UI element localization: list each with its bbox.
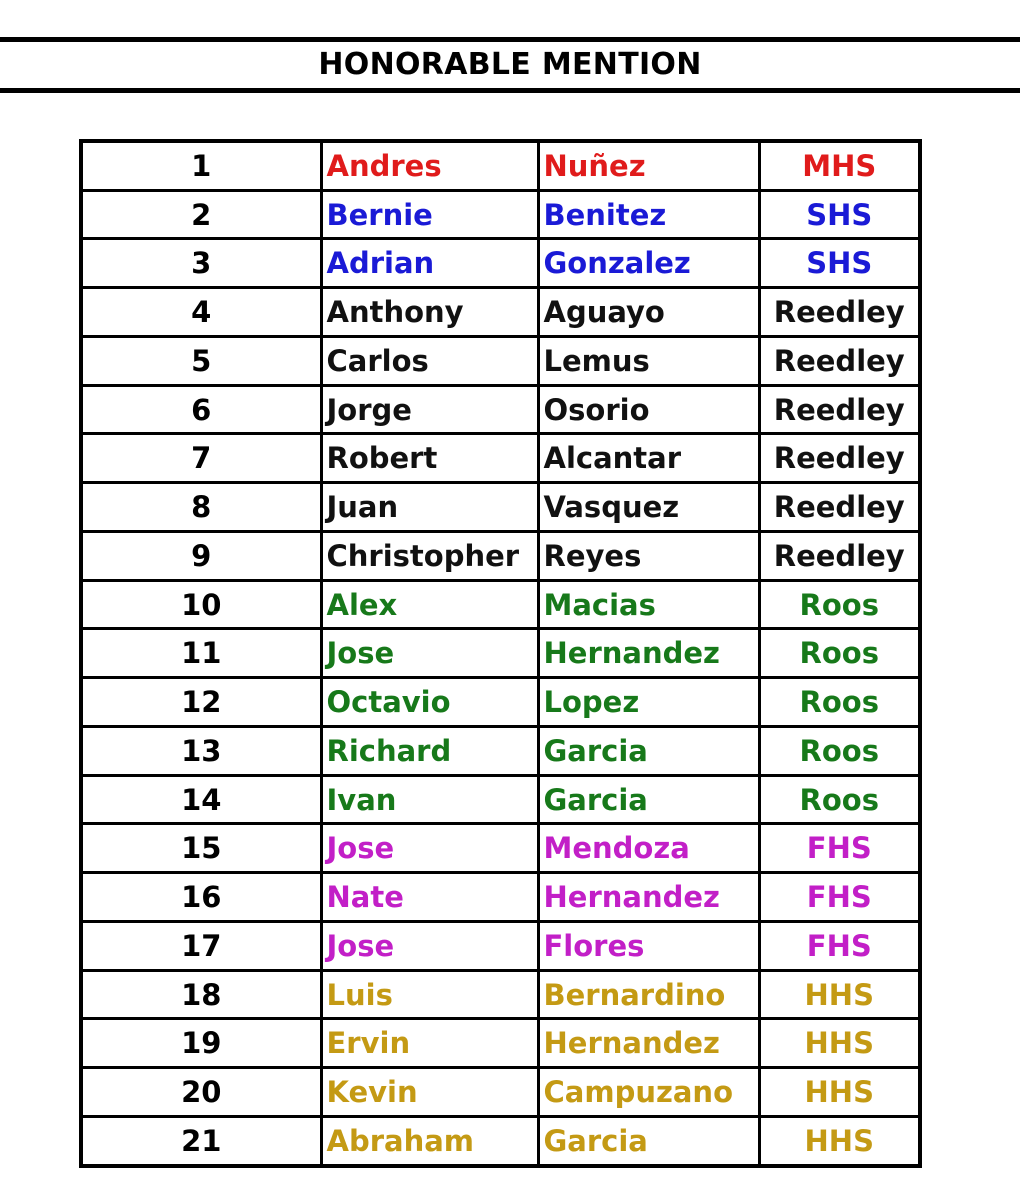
last-name-cell: Reyes <box>538 531 759 580</box>
first-name-cell: Anthony <box>321 288 538 337</box>
school-cell: Roos <box>759 726 918 775</box>
rank-cell: 10 <box>83 580 321 629</box>
table-row <box>83 385 918 434</box>
first-name-cell: Nate <box>321 873 538 922</box>
last-name-cell: Alcantar <box>538 434 759 483</box>
last-name-cell: Macias <box>538 580 759 629</box>
rank-cell: 14 <box>83 775 321 824</box>
rank-cell: 2 <box>83 190 321 239</box>
last-name-cell: Garcia <box>538 775 759 824</box>
school-cell: HHS <box>759 1019 918 1068</box>
first-name-cell: Juan <box>321 483 538 532</box>
table-row <box>83 336 918 385</box>
first-name-cell: Carlos <box>321 336 538 385</box>
first-name-cell: Bernie <box>321 190 538 239</box>
table-row <box>83 288 918 337</box>
last-name-cell: Lemus <box>538 336 759 385</box>
first-name-cell: Jose <box>321 824 538 873</box>
table-row <box>83 483 918 532</box>
school-cell: HHS <box>759 1068 918 1117</box>
table-row <box>83 1116 918 1164</box>
first-name-cell: Christopher <box>321 531 538 580</box>
school-cell: Reedley <box>759 531 918 580</box>
rank-cell: 15 <box>83 824 321 873</box>
last-name-cell: Garcia <box>538 726 759 775</box>
last-name-cell: Hernandez <box>538 629 759 678</box>
rank-cell: 19 <box>83 1019 321 1068</box>
rank-cell: 17 <box>83 921 321 970</box>
last-name-cell: Garcia <box>538 1116 759 1164</box>
rank-cell: 3 <box>83 239 321 288</box>
first-name-cell: Robert <box>321 434 538 483</box>
rank-cell: 1 <box>83 143 321 190</box>
school-cell: FHS <box>759 921 918 970</box>
title-rule-bottom <box>0 88 1020 93</box>
first-name-cell: Octavio <box>321 678 538 727</box>
rank-cell: 8 <box>83 483 321 532</box>
school-cell: SHS <box>759 190 918 239</box>
table-row <box>83 824 918 873</box>
table-row <box>83 970 918 1019</box>
table-row <box>83 531 918 580</box>
table-row <box>83 629 918 678</box>
school-cell: HHS <box>759 970 918 1019</box>
last-name-cell: Nuñez <box>538 143 759 190</box>
first-name-cell: Jose <box>321 921 538 970</box>
rank-cell: 21 <box>83 1116 321 1164</box>
last-name-cell: Lopez <box>538 678 759 727</box>
first-name-cell: Alex <box>321 580 538 629</box>
first-name-cell: Jorge <box>321 385 538 434</box>
school-cell: Roos <box>759 580 918 629</box>
rank-cell: 13 <box>83 726 321 775</box>
table-row <box>83 873 918 922</box>
school-cell: Roos <box>759 678 918 727</box>
page-title: HONORABLE MENTION <box>318 47 702 82</box>
last-name-cell: Hernandez <box>538 1019 759 1068</box>
first-name-cell: Jose <box>321 629 538 678</box>
table-row <box>83 143 918 190</box>
table-row <box>83 190 918 239</box>
school-cell: MHS <box>759 143 918 190</box>
rank-cell: 4 <box>83 288 321 337</box>
last-name-cell: Osorio <box>538 385 759 434</box>
table-row <box>83 580 918 629</box>
rank-cell: 5 <box>83 336 321 385</box>
table-row <box>83 1019 918 1068</box>
last-name-cell: Flores <box>538 921 759 970</box>
last-name-cell: Campuzano <box>538 1068 759 1117</box>
school-cell: Reedley <box>759 434 918 483</box>
last-name-cell: Benitez <box>538 190 759 239</box>
school-cell: Roos <box>759 775 918 824</box>
rank-cell: 20 <box>83 1068 321 1117</box>
first-name-cell: Andres <box>321 143 538 190</box>
last-name-cell: Gonzalez <box>538 239 759 288</box>
first-name-cell: Luis <box>321 970 538 1019</box>
school-cell: FHS <box>759 873 918 922</box>
rank-cell: 12 <box>83 678 321 727</box>
school-cell: Roos <box>759 629 918 678</box>
first-name-cell: Ivan <box>321 775 538 824</box>
table-row <box>83 239 918 288</box>
table-row <box>83 921 918 970</box>
school-cell: HHS <box>759 1116 918 1164</box>
first-name-cell: Adrian <box>321 239 538 288</box>
rank-cell: 6 <box>83 385 321 434</box>
last-name-cell: Hernandez <box>538 873 759 922</box>
school-cell: Reedley <box>759 385 918 434</box>
table-row <box>83 775 918 824</box>
last-name-cell: Aguayo <box>538 288 759 337</box>
table-row <box>83 1068 918 1117</box>
school-cell: FHS <box>759 824 918 873</box>
honorable-mention-table <box>79 139 922 1168</box>
rank-cell: 18 <box>83 970 321 1019</box>
school-cell: Reedley <box>759 483 918 532</box>
table-row <box>83 726 918 775</box>
first-name-cell: Richard <box>321 726 538 775</box>
first-name-cell: Abraham <box>321 1116 538 1164</box>
last-name-cell: Bernardino <box>538 970 759 1019</box>
rank-cell: 16 <box>83 873 321 922</box>
table-row <box>83 434 918 483</box>
first-name-cell: Kevin <box>321 1068 538 1117</box>
last-name-cell: Vasquez <box>538 483 759 532</box>
rank-cell: 9 <box>83 531 321 580</box>
school-cell: SHS <box>759 239 918 288</box>
last-name-cell: Mendoza <box>538 824 759 873</box>
school-cell: Reedley <box>759 336 918 385</box>
school-cell: Reedley <box>759 288 918 337</box>
first-name-cell: Ervin <box>321 1019 538 1068</box>
rank-cell: 11 <box>83 629 321 678</box>
rank-cell: 7 <box>83 434 321 483</box>
table-row <box>83 678 918 727</box>
